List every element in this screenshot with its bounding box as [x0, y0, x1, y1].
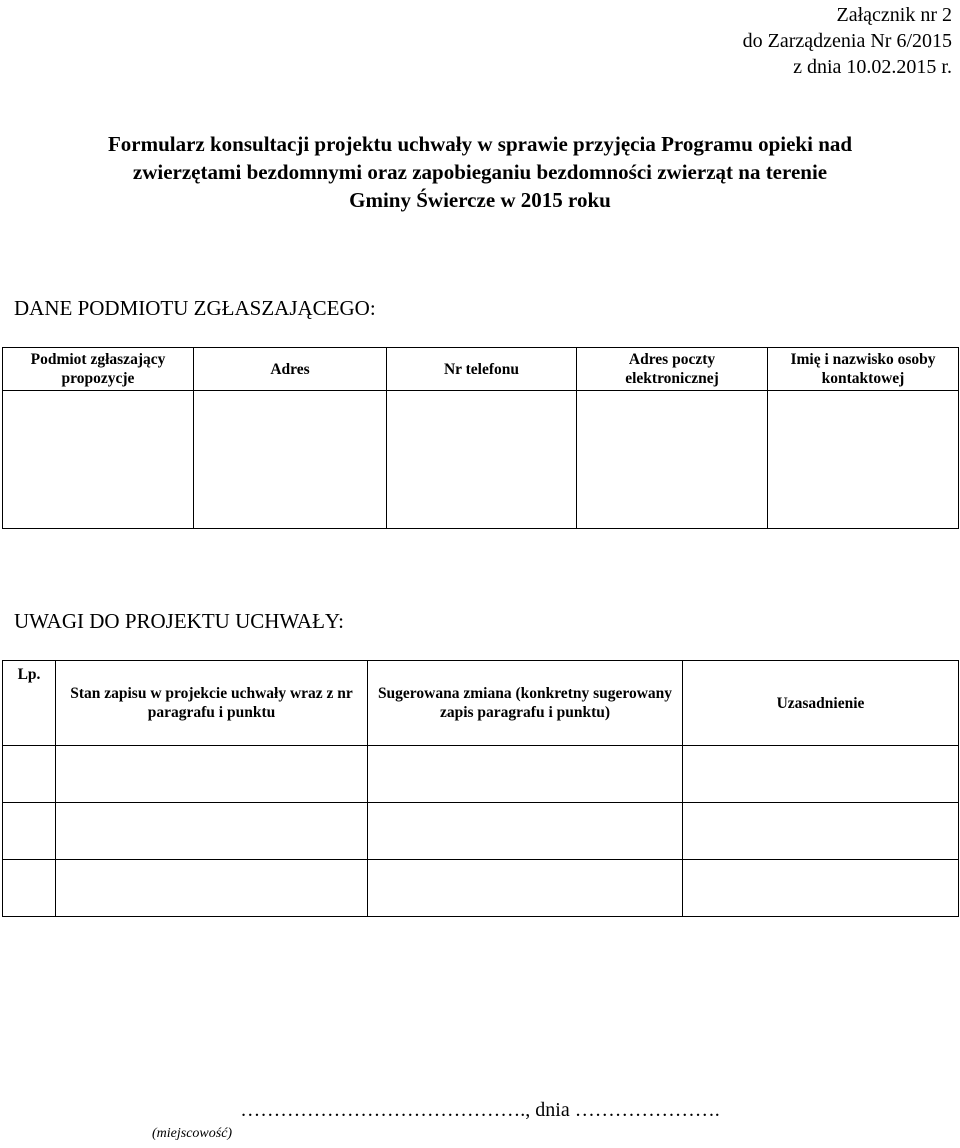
submitter-field[interactable] — [3, 391, 194, 529]
col-current-text: Stan zapisu w projekcie uchwały wraz z nr paragrafu i punktu — [56, 661, 368, 746]
suggested-change-field[interactable] — [368, 860, 683, 917]
submitter-heading: DANE PODMIOTU ZGŁASZAJĄCEGO: — [14, 296, 376, 320]
place-caption: (miejscowość) — [152, 1126, 233, 1141]
suggested-change-field[interactable] — [368, 746, 683, 803]
annex-line-3: z dnia 10.02.2015 r. — [793, 56, 952, 78]
submitter-input-row — [3, 391, 959, 529]
col-suggested-change: Sugerowana zmiana (konkretny sugerowany zapis paragrafu i punktu) — [368, 661, 683, 746]
col-phone: Nr telefonu — [387, 348, 577, 391]
table-row — [3, 860, 959, 917]
col-contact-person: Imię i nazwisko osoby kontaktowej — [768, 348, 959, 391]
submitter-table — [2, 347, 959, 529]
title-line-1: Formularz konsultacji projektu uchwały w sprawie przyjęcia Programu opieki nad — [107, 132, 853, 156]
email-field[interactable] — [577, 391, 768, 529]
submitter-header-row — [3, 348, 959, 391]
suggested-change-field[interactable] — [368, 803, 683, 860]
table-row — [3, 746, 959, 803]
current-text-field[interactable] — [56, 746, 368, 803]
phone-field[interactable] — [387, 391, 577, 529]
justification-field[interactable] — [683, 803, 959, 860]
col-submitter: Podmiot zgłaszający propozycje — [3, 348, 194, 391]
place-date-line: ……………………………………., dnia …………………. — [240, 1099, 720, 1121]
lp-field[interactable] — [3, 803, 56, 860]
col-email: Adres poczty elektronicznej — [577, 348, 768, 391]
title-line-3: Gminy Świercze w 2015 roku — [349, 188, 611, 212]
col-address: Adres — [194, 348, 387, 391]
contact-person-field[interactable] — [768, 391, 959, 529]
document-title — [0, 130, 960, 214]
remarks-table — [2, 660, 959, 917]
address-field[interactable] — [194, 391, 387, 529]
justification-field[interactable] — [683, 746, 959, 803]
remarks-heading: UWAGI DO PROJEKTU UCHWAŁY: — [14, 609, 344, 633]
current-text-field[interactable] — [56, 860, 368, 917]
lp-field[interactable] — [3, 860, 56, 917]
lp-field[interactable] — [3, 746, 56, 803]
col-lp: Lp. — [3, 661, 56, 746]
table-row — [3, 803, 959, 860]
annex-line-1: Załącznik nr 2 — [836, 4, 952, 26]
col-justification: Uzasadnienie — [683, 661, 959, 746]
title-line-2: zwierzętami bezdomnymi oraz zapobieganiu bezdomności zwierząt na terenie — [132, 160, 828, 184]
current-text-field[interactable] — [56, 803, 368, 860]
annex-reference — [743, 2, 952, 80]
remarks-header-row — [3, 661, 959, 746]
justification-field[interactable] — [683, 860, 959, 917]
annex-line-2: do Zarządzenia Nr 6/2015 — [742, 30, 952, 52]
